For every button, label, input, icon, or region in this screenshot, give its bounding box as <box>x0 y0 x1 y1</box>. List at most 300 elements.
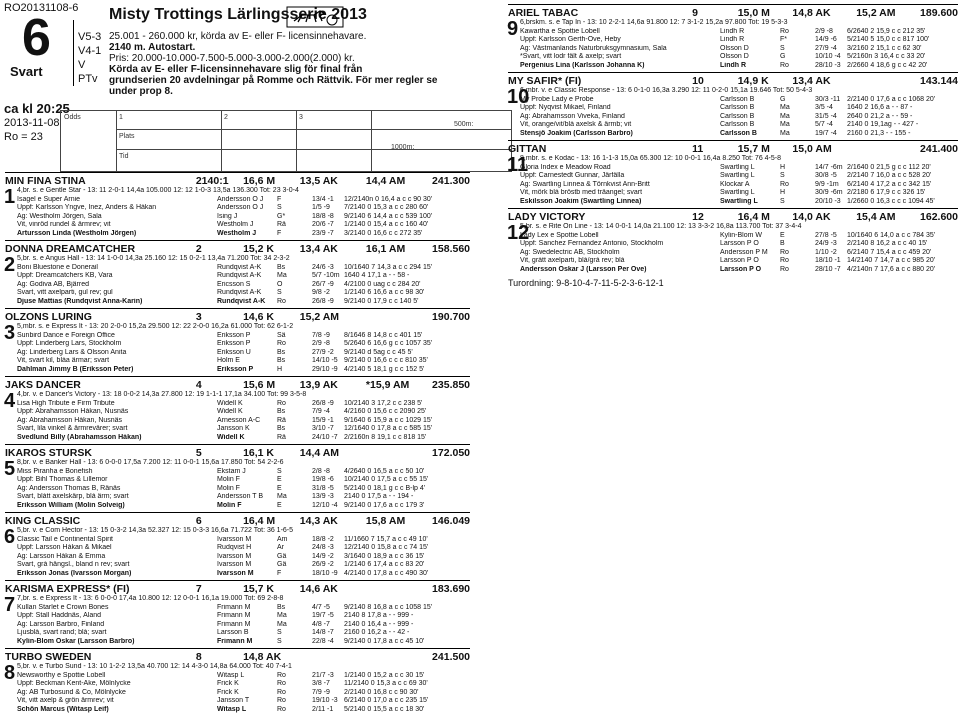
form-cell: 6/2140 7 15,4 a c c 459 20' <box>847 248 932 256</box>
form-cell: Holm E <box>217 357 240 364</box>
form-cell: Swartling L <box>720 172 755 179</box>
form-cell: 19/10 -3 <box>312 697 338 704</box>
form-cell: Rä <box>277 416 286 424</box>
form-cell: Ma <box>780 121 790 128</box>
form-cell: Dahlman Jimmy B (Eriksson Peter) <box>17 365 134 373</box>
entry-header <box>508 140 958 155</box>
form-row <box>17 366 470 375</box>
form-cell: 12/2140n 0 16,4 a c c 90 30' <box>344 195 433 203</box>
horse-odds: 9 <box>692 7 698 19</box>
grid-divider <box>296 111 297 171</box>
form-row <box>520 104 958 113</box>
horse-odds: 7 <box>195 583 202 595</box>
grid-col-label: 1 <box>119 114 123 121</box>
form-cell: Äg: Andersson Thomas B, Ränäs <box>17 484 121 492</box>
entry-header <box>508 4 958 19</box>
form-cell: 9/1640 6 15,9 a c c 1029 15' <box>344 416 433 424</box>
start-number: 6 <box>4 526 16 548</box>
entry-body <box>5 187 470 238</box>
horse-record: 14,9 K <box>737 75 769 87</box>
form-cell: 12/10 -4 <box>312 501 338 509</box>
form-row <box>17 570 470 579</box>
form-row <box>17 289 470 298</box>
form-cell: Frimann M <box>217 637 253 645</box>
form-cell: Andersson O J <box>217 204 264 211</box>
form-cell: Andersson Oskar J (Larsson Per Ove) <box>520 265 647 273</box>
form-cell: 2/9 -8 <box>815 27 833 35</box>
terms-line: grundserien 20 avdelningar på Romme och Rättvik. För mer regler se <box>109 75 438 86</box>
form-cell: Ro <box>780 257 789 264</box>
form-cell: Vit, orange/vit/blå axelsk & ärmb; vit <box>520 121 632 128</box>
form-cell: Miss Piranha e Bonefish <box>17 467 93 475</box>
form-cell: H <box>277 365 283 373</box>
horse-info: 5,br. s. e Angus Hall - 13: 14 1-0-0 14,3a 25.160 12: 15 0-2-1 13,4a 71.200 Tot: 34 2-3-2 <box>17 255 290 262</box>
form-row <box>17 357 470 366</box>
form-cell: S <box>780 197 785 205</box>
form-cell: Frimann M <box>217 620 251 628</box>
form-cell: Uppf: Larsson Håkan & Mikael <box>17 544 112 551</box>
form-cell: 12/1640 0 17,8 a c c 585 15' <box>344 425 433 432</box>
form-row <box>17 230 470 239</box>
form-cell: Kylin-Blom W <box>720 231 763 239</box>
form-row <box>17 298 470 307</box>
form-cell: E <box>277 476 282 483</box>
grid-divider <box>116 129 511 130</box>
form-cell: Äg: Swedelectric AB, Stockholm <box>520 248 620 256</box>
grid-divider <box>221 111 222 171</box>
form-cell: 26/8 -9 <box>312 297 334 305</box>
entries-right-column <box>508 4 958 288</box>
horse-record: 15,2 AM <box>856 7 896 19</box>
horse-name: TURBO SWEDEN <box>5 651 92 663</box>
form-cell: Rä <box>277 433 286 441</box>
form-cell: F* <box>780 36 787 43</box>
race-info-box <box>73 20 105 86</box>
form-row <box>17 561 470 570</box>
horse-earnings: 162.600 <box>920 211 958 223</box>
form-cell: 21/7 -3 <box>312 671 334 679</box>
form-cell: Äg: Larsson Håkan & Emma <box>17 552 106 560</box>
form-cell: Ising J <box>217 212 238 220</box>
form-cell: Bs <box>277 408 286 415</box>
horse-record: 15,6 M <box>243 379 276 391</box>
form-cell: 19/7 -5 <box>312 612 334 619</box>
horse-record: 15,4 AM <box>856 211 896 223</box>
form-row <box>17 340 470 349</box>
form-cell: Ro <box>277 680 286 687</box>
terms-line: 2140 m. Autostart. <box>109 42 196 53</box>
result-grid <box>60 110 512 172</box>
form-cell: Pergenius Lina (Karlsson Johanna K) <box>520 61 645 69</box>
form-row <box>17 476 470 485</box>
form-cell: 6/2640 2 15,9 c c 212 35' <box>847 27 926 35</box>
terms-line: Pris: 20.000-10.000-7.500-5.000-3.000-2.000(2.000) kr. <box>109 53 355 64</box>
form-cell: 2/8 -8 <box>312 467 330 475</box>
form-cell: Sunbird Dance e Foreign Office <box>17 331 115 339</box>
form-cell: Molin F <box>217 484 240 492</box>
start-number: 8 <box>4 662 16 684</box>
form-cell: Ljusblå, svart rand; blå; svart <box>17 629 107 636</box>
horse-entry <box>5 376 470 442</box>
form-cell: Ivarsson M <box>217 535 252 543</box>
form-cell: 10/1640 7 14,3 a c c 294 15' <box>344 263 433 271</box>
horse-earnings: 190.700 <box>432 311 471 323</box>
form-cell: Äg: AB Turbosund & Co, Mölnlycke <box>17 688 126 696</box>
form-row <box>17 680 470 689</box>
form-cell: Ekstam J <box>217 467 246 475</box>
form-cell: Widell K <box>217 408 243 415</box>
horse-name: LADY VICTORY <box>508 211 586 223</box>
entries-left-column <box>5 172 470 716</box>
form-cell: 1/2140 0 15,2 a c c 30 15' <box>344 671 425 679</box>
form-cell: 2/1640 0 21,5 g c c 112 20' <box>847 163 931 171</box>
form-cell: Ö <box>277 280 283 288</box>
horse-record: 16,4 M <box>737 211 770 223</box>
form-cell: 2/2160n 8 19,1 c c 818 15' <box>344 433 427 441</box>
form-cell: Äg: Linderberg Lars & Olsson Anita <box>17 348 127 356</box>
terms-line: 25.001 - 260.000 kr, körda av E- eller F- licensinnehavare. <box>109 31 367 42</box>
horse-entry <box>508 72 958 138</box>
form-cell: Carlsson B <box>720 129 757 137</box>
form-cell: 3/8 -7 <box>312 680 330 687</box>
form-cell: 19/8 -6 <box>312 476 334 483</box>
form-cell: 5/7 -4 <box>815 121 833 128</box>
form-row <box>520 257 958 266</box>
form-cell: 30/8 -5 <box>815 172 837 179</box>
horse-record: 14,8 AK <box>243 651 282 663</box>
form-cell: Eriksson P <box>217 365 254 373</box>
start-time: ca kl 20:25 <box>4 101 70 116</box>
form-cell: Ro <box>780 248 789 256</box>
form-cell: Uppf: Carnestedt Gunnar, Järfälla <box>520 172 625 179</box>
horse-odds: 6 <box>195 515 202 527</box>
form-cell: Bs <box>277 425 286 432</box>
form-cell: 2/2140 7 16,0 a c c 528 20' <box>847 172 932 179</box>
horse-info: 8,br. v. e Banker Hall - 13: 6 0-0-0 17,5a 7.200 12: 11 0-0-1 15,6a 17.850 Tot: 54 2-2-6 <box>17 459 284 466</box>
horse-entry <box>5 172 470 238</box>
form-cell: Uppf: Linderberg Lars, Stockholm <box>17 340 122 347</box>
form-row <box>520 232 958 241</box>
form-cell: Eriksson U <box>217 348 251 356</box>
form-cell: Olsson D <box>720 53 749 60</box>
form-cell: Lady Lex e Spottie Lobell <box>520 231 599 239</box>
form-cell: Ro <box>277 399 286 407</box>
form-cell: 22/8 -4 <box>312 637 334 645</box>
form-row <box>17 213 470 222</box>
start-number: 5 <box>4 458 16 480</box>
form-cell: 5/7 -10m <box>312 272 340 279</box>
form-cell: 1/10 -2 <box>815 248 837 256</box>
form-cell: Larsson P O <box>720 240 759 247</box>
horse-odds: 4 <box>195 379 202 391</box>
horse-record: 15,0 M <box>737 7 770 19</box>
form-cell: F <box>277 229 282 237</box>
form-cell: 2/2180 6 17,9 c c 326 15' <box>847 189 926 196</box>
form-cell: Eriksson P <box>217 331 251 339</box>
horse-record: 13,4 AK <box>299 243 338 255</box>
form-cell: Äg: Westholm Jörgen, Sala <box>17 212 102 220</box>
form-cell: F <box>277 195 282 203</box>
race-number: 6 <box>22 9 51 67</box>
horse-entry <box>508 4 958 70</box>
form-row <box>17 544 470 553</box>
entry-header <box>5 580 470 595</box>
form-cell: 2160 0 21,3 - - 155 - <box>847 129 911 137</box>
form-row <box>520 164 958 173</box>
entry-body <box>5 255 470 306</box>
form-row <box>520 121 958 130</box>
form-cell: 27/9 -2 <box>312 348 334 356</box>
entry-body <box>5 459 470 510</box>
form-cell: Ma <box>780 129 790 137</box>
form-cell: Svedlund Billy (Abrahamsson Håkan) <box>17 433 142 441</box>
form-cell: Westholm J <box>217 229 257 237</box>
form-cell: Vit, vitt axelp & grön ärmrev; vit <box>17 697 114 704</box>
horse-entry <box>5 444 470 510</box>
form-cell: 2/9 -8 <box>312 340 330 347</box>
form-cell: Rundqvist A-K <box>217 263 262 271</box>
start-number: 7 <box>4 594 16 616</box>
race-terms <box>109 31 539 97</box>
form-cell: 5/2140 0 18,1 g c c B-lp 4' <box>344 484 426 492</box>
form-cell: Schön Marcus (Witasp Leif) <box>17 705 109 713</box>
form-cell: Swartling L <box>720 197 758 205</box>
form-row <box>520 130 958 139</box>
form-cell: Larsson B <box>217 629 249 636</box>
form-cell: 7/2140 0 15,3 a c c 280 60' <box>344 204 429 211</box>
form-cell: Rudqvist H <box>217 544 252 551</box>
form-cell: 30/9 -6m <box>815 189 843 196</box>
form-cell: 2140 0 17,5 a - - 194 - <box>344 493 414 500</box>
form-cell: S <box>277 467 282 475</box>
form-cell: Frick K <box>217 688 239 696</box>
form-cell: Uppf: Dreamcatchers KB, Vara <box>17 272 113 279</box>
form-cell: 2/2140 0 17,6 a c c 1068 20' <box>847 95 936 103</box>
start-number: 12 <box>507 222 530 244</box>
form-row <box>520 240 958 249</box>
form-cell: Frimann M <box>217 603 251 611</box>
form-cell: 26/7 -9 <box>312 280 334 288</box>
form-row <box>17 400 470 409</box>
form-cell: Uppf: Beckman Kent-Åke, Mölnlycke <box>17 680 131 687</box>
form-row <box>17 553 470 562</box>
form-cell: Vit, mörk blå bröstb med träangel; svart <box>520 189 643 196</box>
form-cell: Carlsson B <box>720 95 755 103</box>
form-cell: 9/2140 8 16,8 a c c 1058 15' <box>344 603 433 611</box>
form-cell: 11/1660 7 15,7 a c c 49 10' <box>344 535 428 543</box>
form-cell: H <box>780 163 786 171</box>
form-cell: 8/1646 8 14,8 c c 401 15' <box>344 331 423 339</box>
horse-record: 13,5 AK <box>299 175 338 187</box>
form-cell: 14/9 -6 <box>815 36 837 43</box>
horse-record: 14,6 K <box>243 311 275 323</box>
horse-record: 14,4 AM <box>365 175 406 187</box>
form-cell: Molin F <box>217 476 240 483</box>
horse-info: 5,br. s. e Rite On Line - 13: 14 0-0-1 14,0a 21.100 12: 13 3-3-2 16,8a 113.700 Tot: 37 3-4-4 <box>520 223 802 230</box>
form-cell: 3/5 -4 <box>815 104 833 111</box>
form-cell: 1640 2 16,6 a - - 87 - <box>847 104 913 111</box>
form-cell: Ro <box>780 27 789 35</box>
turordning: Turordning: 9-8-10-4-7-11-5-2-3-6-12-1 <box>508 278 664 288</box>
grid-label-odds: Odds <box>64 114 81 121</box>
terms-line: Körda av E- eller F-licensinnehavare slig för final från <box>109 64 363 75</box>
form-row <box>520 249 958 258</box>
form-cell: 24/10 -7 <box>312 433 338 441</box>
horse-name: IKAROS STURSK <box>5 447 92 459</box>
form-cell: Uppf: Bihl Thomas & Lillemor <box>17 476 108 483</box>
form-cell: 24/6 -3 <box>312 263 334 271</box>
horse-earnings: 241.500 <box>432 651 471 663</box>
form-cell: Westholm J <box>217 221 254 228</box>
form-cell: Svart, lila vinkel & ärmrevärer; svart <box>17 425 128 432</box>
entry-header <box>5 648 470 663</box>
form-cell: 20/10 -3 <box>815 197 841 205</box>
race-id: RO20131108-6 <box>4 2 79 14</box>
form-cell: Arnesson A-C <box>217 416 261 424</box>
form-cell: Ma <box>277 272 287 279</box>
form-cell: 1/2140 0 15,4 a c c 160 40' <box>344 221 429 228</box>
form-row <box>17 417 470 426</box>
start-number: 9 <box>507 18 519 40</box>
form-cell: Bs <box>277 357 286 364</box>
form-cell: Ivarsson M <box>217 561 252 568</box>
form-cell: 14/10 -5 <box>312 357 338 364</box>
form-cell: B <box>780 240 785 247</box>
horse-name: JAKS DANCER <box>5 379 81 391</box>
entry-body <box>508 19 958 70</box>
form-cell: Kullan Starlet e Crown Bones <box>17 603 109 611</box>
horse-name: ARIEL TABAC <box>508 7 579 19</box>
form-cell: 4/2140n 7 17,6 a c c 880 20' <box>847 265 936 273</box>
form-cell: Andersson O J <box>217 195 264 203</box>
form-cell: 3/2160 2 15,1 c c 62 30' <box>847 44 922 52</box>
grid-label-500m: 500m: <box>454 121 474 128</box>
horse-record: 15,2 K <box>243 243 275 255</box>
form-row <box>17 689 470 698</box>
entry-body <box>5 323 470 374</box>
form-cell: 14/2140 7 14,7 a c c 985 20' <box>847 257 936 264</box>
form-cell: 28/10 -7 <box>815 265 841 273</box>
form-cell: Eriksson William (Molin Solveig) <box>17 501 125 509</box>
form-row <box>17 629 470 638</box>
grid-divider <box>371 111 372 171</box>
horse-earnings: 241.300 <box>432 175 471 187</box>
form-cell: 19/7 -4 <box>815 129 837 137</box>
entry-body <box>5 663 470 714</box>
start-number: 10 <box>507 86 530 108</box>
form-cell: Är <box>277 544 284 551</box>
horse-earnings: 235.850 <box>432 379 471 391</box>
form-cell: Gä <box>277 561 287 568</box>
form-row <box>17 204 470 213</box>
form-cell: Eriksson P <box>217 340 251 347</box>
form-cell: Äg: Västmanlands Naturbruksgymnasium, Sala <box>520 44 667 52</box>
entry-header <box>5 172 470 187</box>
form-cell: Olsson D <box>720 44 749 52</box>
form-cell: Djuse Mattias (Rundqvist Anna-Karin) <box>17 297 143 305</box>
form-cell: 27/9 -4 <box>815 44 837 52</box>
form-cell: Åm <box>277 535 288 543</box>
form-cell: Ma <box>277 612 287 619</box>
form-cell: Carlsson B <box>720 121 755 128</box>
form-cell: Ericsson S <box>217 280 251 288</box>
form-cell: 3/2140 0 16,6 c c 272 35' <box>344 229 423 237</box>
start-number: 4 <box>4 390 16 412</box>
form-cell: E <box>780 231 785 239</box>
form-cell: Bs <box>277 263 286 271</box>
entry-header <box>5 308 470 323</box>
form-cell: Rundqvist A-K <box>217 272 262 279</box>
form-cell: 31/5 -4 <box>815 112 837 120</box>
form-cell: Carlsson B <box>720 104 755 111</box>
form-cell: 6/2140 0 17,0 a c c 235 15' <box>344 697 429 704</box>
form-cell: 4/2140 0 17,8 a c c 490 30' <box>344 569 429 577</box>
form-cell: 2140 0 19,1ag - - 427 - <box>847 121 919 128</box>
form-cell: 9/2140 0 17,9 c c 140 5' <box>344 297 419 305</box>
form-row <box>520 198 958 207</box>
horse-record: 16,4 M <box>243 515 276 527</box>
form-cell: 2140 8 17,8 a - - 999 - <box>344 612 414 619</box>
horse-entry <box>508 208 958 274</box>
horse-name: KARISMA EXPRESS* (FI) <box>5 583 130 595</box>
horse-earnings: 158.560 <box>432 243 471 255</box>
form-cell: Widell K <box>217 433 245 441</box>
form-cell: Jansson K <box>217 425 250 432</box>
form-row <box>520 181 958 190</box>
form-row <box>17 349 470 358</box>
form-cell: Artursson Linda (Westholm Jörgen) <box>17 229 137 237</box>
form-cell: 14/7 -6m <box>815 163 843 171</box>
form-cell: 2/2140 8 16,2 a c c 40 15' <box>847 240 928 247</box>
form-cell: G* <box>277 212 286 220</box>
horse-record: 14,0 AK <box>792 211 831 223</box>
form-cell: 2140 0 16,4 a - - 999 - <box>344 620 414 628</box>
horse-info: 5,br. v. e Turbo Sund - 13: 10 1-2-2 13,5a 40.700 12: 14 4-3-0 14,8a 64.000 Tot: 40 7-4-1 <box>17 663 292 670</box>
horse-record: 13,9 AK <box>299 379 338 391</box>
horse-odds: 2140:1 <box>195 175 229 187</box>
form-cell: Uppf: Abrahamsson Håkan, Nusnäs <box>17 408 129 415</box>
form-cell: S <box>780 172 785 179</box>
form-cell: 1/2140 6 16,6 a c c 98 30' <box>344 289 425 296</box>
form-cell: Ro <box>780 180 789 188</box>
form-cell: 9/2140 0 16,6 c c c 810 35' <box>344 357 428 364</box>
horse-record: 14,3 AK <box>299 515 338 527</box>
entry-header <box>5 376 470 391</box>
form-cell: Äg: Swartling Linnea & Törnkvist Ann-Britt <box>520 180 650 188</box>
form-cell: Frimann M <box>217 612 251 619</box>
form-row <box>17 672 470 681</box>
form-cell: Ma <box>780 112 790 120</box>
horse-odds: 11 <box>692 143 704 155</box>
form-cell: H <box>780 189 786 196</box>
form-cell: 1/5 -9 <box>312 204 330 211</box>
form-cell: 9/2140 0 17,8 a c c 45 10' <box>344 637 425 645</box>
entry-body <box>508 155 958 206</box>
entry-body <box>508 87 958 138</box>
grid-label-plats: Plats <box>119 133 135 140</box>
horse-record: 16,6 M <box>243 175 276 187</box>
form-cell: Ro <box>277 340 286 347</box>
race-info-line: V5-3 V4-1 <box>78 31 102 57</box>
form-cell: Uppf: Stall Haddnäs, Åland <box>17 612 102 619</box>
form-cell: 26/9 -2 <box>312 561 334 568</box>
horse-record: 15,8 AM <box>365 515 406 527</box>
race-info-line: V PTv <box>78 59 98 85</box>
horse-name: GITTAN <box>508 143 547 155</box>
form-row <box>17 221 470 230</box>
form-cell: E <box>277 501 282 509</box>
form-cell: 7/9 -9 <box>312 688 330 696</box>
